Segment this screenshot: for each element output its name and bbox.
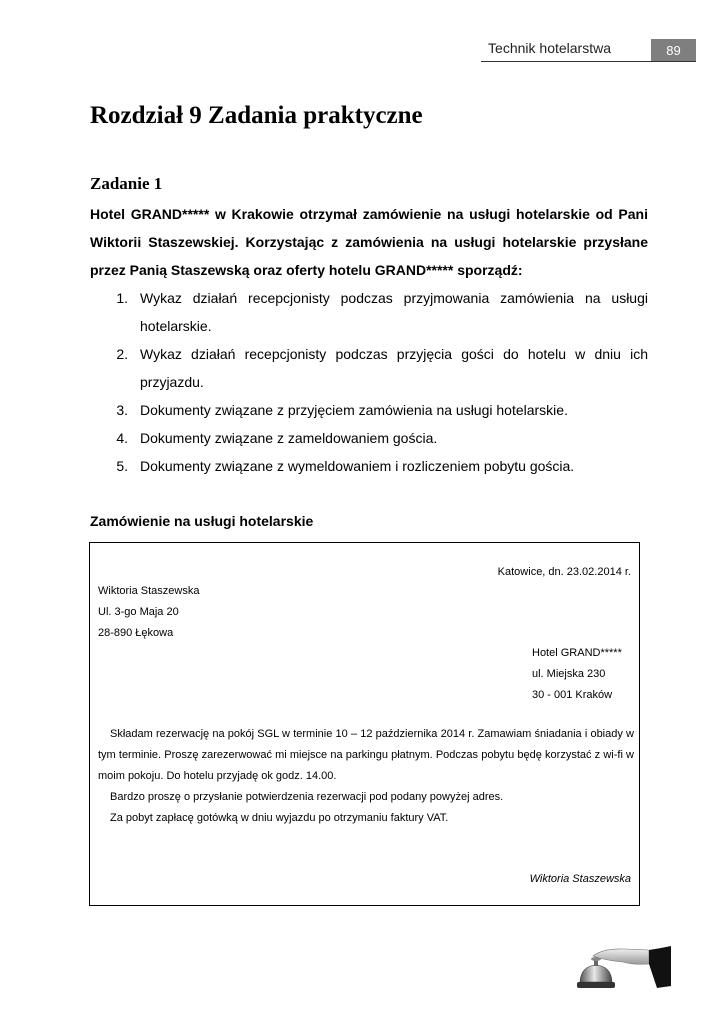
letter-signature: Wiktoria Staszewska [529, 873, 631, 885]
order-heading: Zamówienie na usługi hotelarskie [90, 513, 314, 529]
list-item [90, 424, 648, 452]
letter-paragraph: Składam rezerwację na pokój SGL w terminie 10 – 12 października 2014 r. Zamawiam śniadania i obiady w tym terminie. Proszę zarezerwować mi miejsce na parkingu płatnym. Podczas pobytu będę korzystać z wi-fi w moim pokoju. Do hotelu przyjadę ok godz. 14.00. [98, 728, 634, 782]
recipient-city: 30 - 001 Kraków [532, 689, 613, 701]
list-item-number: 5. [116, 458, 128, 474]
task-title: Zadanie 1 [90, 174, 163, 193]
list-item-number: 1. [116, 290, 128, 306]
list-item-number: 2. [116, 346, 128, 362]
chapter-title: Rozdział 9 Zadania praktyczne [90, 102, 423, 129]
task-intro: Hotel GRAND***** w Krakowie otrzymał zamówienie na usługi hotelarskie od Pani Wiktorii Staszewskiej. Korzystając z zamówienia na usługi hotelarskie przysłane przez Panią Staszewską oraz oferty hotelu GRAND***** sporządź: [90, 206, 648, 278]
list-item-text: Wykaz działań recepcjonisty podczas przyjęcia gości do hotelu w dniu ich przyjazdu. [140, 346, 648, 390]
recipient-address [532, 643, 622, 706]
letter-paragraph: Bardzo proszę o przysłanie potwierdzenia rezerwacji pod podany powyżej adres. [110, 791, 504, 803]
letter-date: Katowice, dn. 23.02.2014 r. [497, 566, 631, 578]
list-item-text: Dokumenty związane z wymeldowaniem i rozliczeniem pobytu gościa. [140, 458, 575, 474]
sender-street: Ul. 3-go Maja 20 [98, 606, 179, 618]
task-list [90, 284, 648, 480]
hotel-bell-icon [577, 946, 673, 990]
recipient-street: ul. Miejska 230 [532, 668, 606, 680]
list-item [90, 340, 648, 396]
sender-name: Wiktoria Staszewska [98, 585, 200, 597]
list-item [90, 452, 648, 480]
recipient-name: Hotel GRAND***** [532, 647, 622, 659]
sender-address [98, 581, 199, 644]
header-section-title: Technik hotelarstwa [488, 40, 611, 56]
list-item-number: 3. [116, 402, 128, 418]
list-item [90, 284, 648, 340]
list-item-number: 4. [116, 430, 128, 446]
sender-city: 28-890 Łękowa [98, 627, 174, 639]
header-rule [481, 61, 696, 62]
page-number: 89 [651, 39, 696, 61]
letter-paragraph: Za pobyt zapłacę gotówką w dniu wyjazdu po otrzymaniu faktury VAT. [110, 812, 449, 824]
list-item-text: Dokumenty związane z przyjęciem zamówienia na usługi hotelarskie. [140, 402, 568, 418]
letter-body [98, 724, 634, 829]
list-item-text: Dokumenty związane z zameldowaniem gościa. [140, 430, 438, 446]
list-item [90, 396, 648, 424]
letter-box [89, 542, 640, 906]
list-item-text: Wykaz działań recepcjonisty podczas przyjmowania zamówienia na usługi hotelarskie. [140, 290, 648, 334]
